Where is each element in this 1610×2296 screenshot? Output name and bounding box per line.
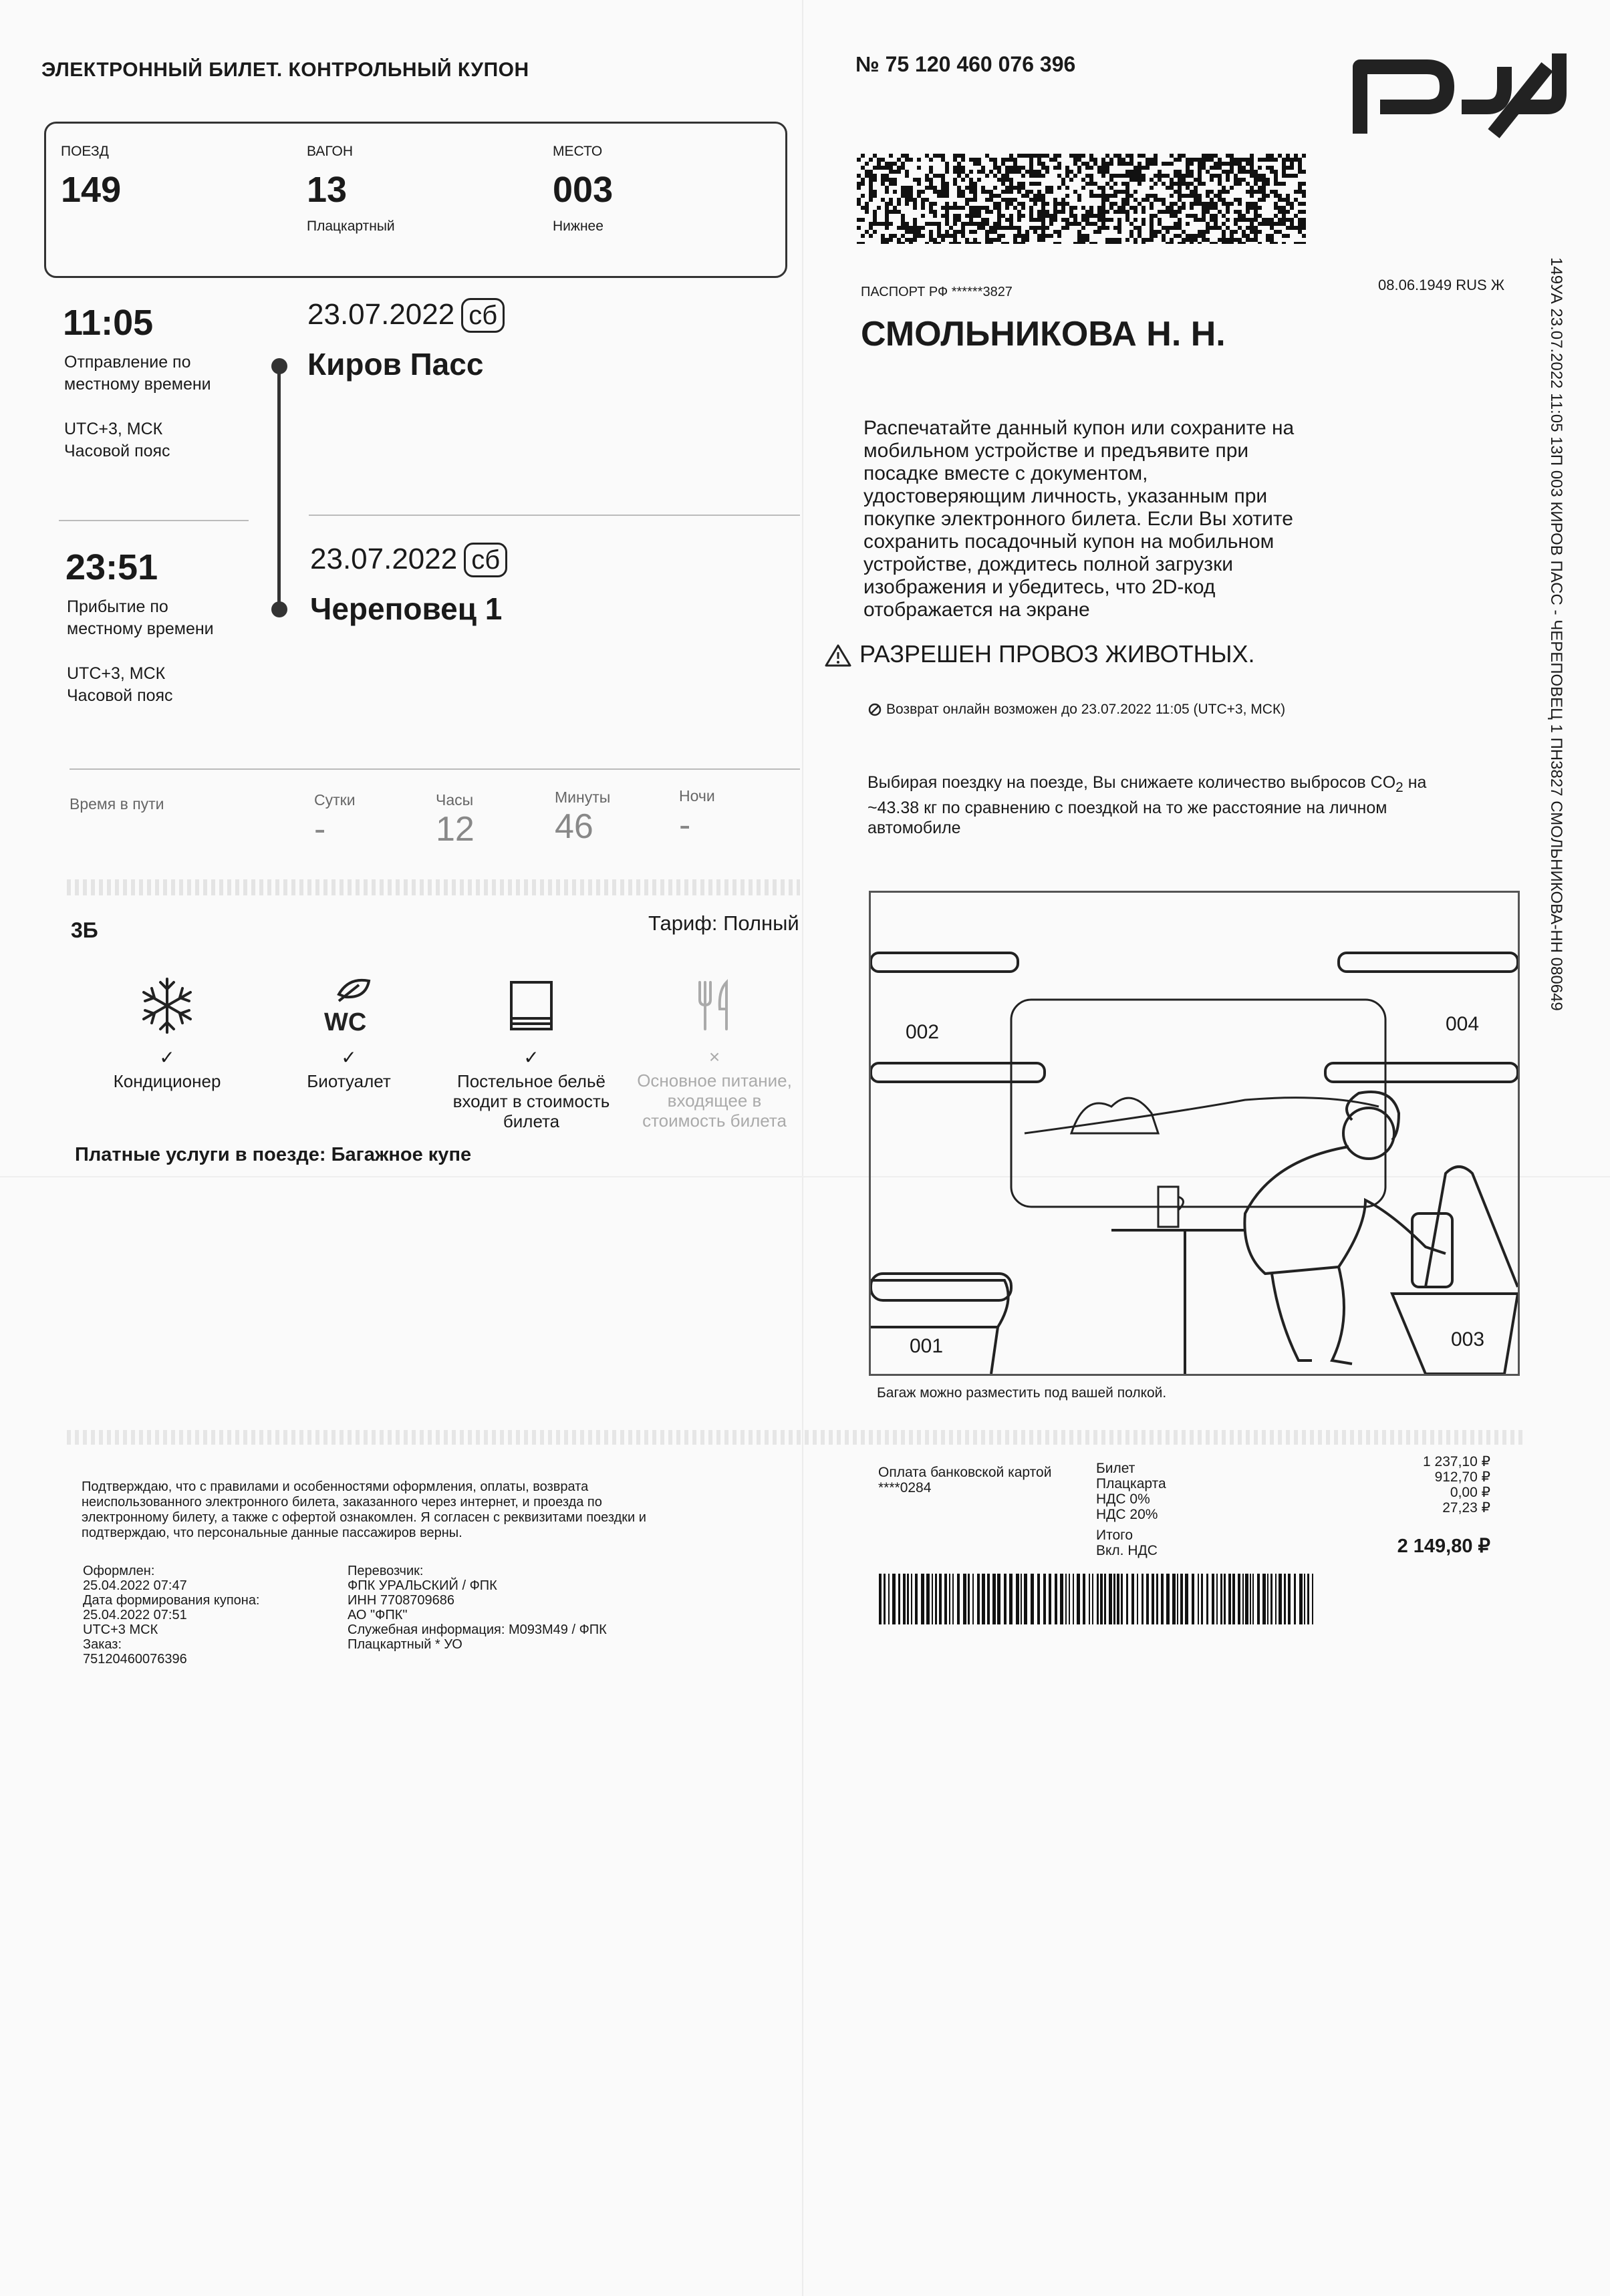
departure-weekday: сб <box>461 298 505 333</box>
service-air-conditioning <box>94 969 241 1091</box>
tariff: Тариф: Полный <box>648 911 799 935</box>
tz-line: UTC+3, МСК <box>67 664 166 683</box>
service-label: входящее в <box>667 1091 762 1111</box>
train-column <box>61 144 121 210</box>
service-info: Служебная информация: М093М49 / ФПК <box>348 1622 607 1637</box>
vertical-ticket-summary: 149УА 23.07.2022 11:05 13П 003 КИРОВ ПАСС - ЧЕРЕПОВЕЦ 1 ПН3827 СМОЛЬНИКОВА-НН 080649 <box>1547 257 1565 1011</box>
label-line: местному времени <box>67 619 214 638</box>
carriage-illustration <box>869 891 1520 1376</box>
departure-time: 11:05 <box>63 303 154 343</box>
label-line: местному времени <box>64 375 211 394</box>
co2-line <box>867 772 1509 798</box>
duration-days <box>314 791 356 849</box>
instruction-line: сохранить посадочный купон на мобильном <box>863 531 1274 553</box>
seat-label: МЕСТО <box>553 144 603 159</box>
document-title: ЭЛЕКТРОННЫЙ БИЛЕТ. КОНТРОЛЬНЫЙ КУПОН <box>41 59 529 81</box>
service-label: билета <box>503 1111 560 1131</box>
seat-label-004: 004 <box>1446 1013 1480 1035</box>
available-mark: ✓ <box>159 1047 175 1068</box>
duration-nights <box>679 787 715 845</box>
service-label: Основное питание, <box>637 1070 792 1091</box>
minutes-label: Минуты <box>555 788 611 806</box>
carrier-details <box>348 1564 607 1652</box>
vat20-label: НДС 20% <box>1096 1507 1158 1522</box>
platz-amount: 912,70 ₽ <box>1434 1469 1490 1485</box>
issued-label: Оформлен: <box>83 1564 155 1578</box>
co2-subscript: 2 <box>1395 780 1403 795</box>
confirm-line: неиспользованного электронного билета, заказанного через интернет, и проезда по <box>82 1495 602 1510</box>
wc-icon <box>275 969 422 1042</box>
minutes-value: 46 <box>555 807 593 846</box>
warning-icon <box>825 643 851 668</box>
co2-text: Выбирая поездку на поезде, Вы снижаете количество выбросов CO <box>867 773 1396 792</box>
seat-number: 003 <box>553 170 614 210</box>
car-type: Плацкартный <box>307 219 395 234</box>
train-info-box <box>44 122 787 278</box>
linen-icon <box>441 969 622 1042</box>
seat-label-001: 001 <box>910 1335 944 1357</box>
co2-text: на <box>1403 773 1427 792</box>
birth-date: 08.06.1949 RUS Ж <box>1378 277 1505 293</box>
service-label: входит в стоимость <box>452 1091 610 1111</box>
car-number: 13 <box>307 170 348 210</box>
coupon-timezone: UTC+3 МСК <box>83 1622 158 1637</box>
co2-notice <box>867 772 1509 838</box>
route-line <box>277 364 281 608</box>
days-label: Сутки <box>314 791 356 809</box>
order-number: 75120460076396 <box>83 1652 187 1667</box>
instruction-line: посадке вместе с документом, <box>863 462 1148 484</box>
duration-label: Время в пути <box>70 795 164 813</box>
confirm-line: Подтверждаю, что с правилами и особенностями оформления, оплаты, возврата <box>82 1479 589 1494</box>
confirmation-text <box>82 1479 763 1541</box>
coupon-label: Дата формирования купона: <box>83 1593 260 1608</box>
available-mark: ✓ <box>341 1047 357 1068</box>
arrival-date: 23.07.2022 <box>310 543 458 575</box>
vat-included-label: Вкл. НДС <box>1096 1543 1158 1558</box>
payment-method-label: Оплата банковской картой <box>878 1465 1052 1480</box>
refund-text: Возврат онлайн возможен до 23.07.2022 11:05 (UTC+3, МСК) <box>886 702 1286 717</box>
instruction-line: устройстве, дождитесь полной загрузки <box>863 553 1233 575</box>
cutlery-icon <box>624 969 805 1042</box>
tz-line: UTC+3, МСК <box>64 420 163 438</box>
illustration-caption: Багаж можно разместить под вашей полкой. <box>877 1385 1167 1401</box>
platz-label: Плацкарта <box>1096 1476 1166 1491</box>
hours-value: 12 <box>436 810 475 849</box>
passenger-name: СМОЛЬНИКОВА Н. Н. <box>861 315 1226 353</box>
service-label: Биотуалет <box>307 1071 391 1091</box>
paid-services: Платные услуги в поезде: Багажное купе <box>75 1144 472 1165</box>
car-label: ВАГОН <box>307 144 354 159</box>
vat0-amount: 0,00 ₽ <box>1450 1485 1490 1500</box>
instruction-line: покупке электронного билета. Если Вы хотите <box>863 508 1293 530</box>
instruction-line: мобильном устройстве и предъявите при <box>863 440 1249 462</box>
inn: ИНН 7708709686 <box>348 1593 455 1608</box>
tz-line: Часовой пояс <box>67 686 173 705</box>
divider <box>70 768 800 770</box>
no-refund-icon <box>867 702 882 717</box>
nights-label: Ночи <box>679 787 715 805</box>
seat-type: Нижнее <box>553 219 603 234</box>
label-line: Отправление по <box>64 353 191 372</box>
order-details <box>83 1564 260 1667</box>
instructions <box>863 417 1371 621</box>
ticket-amount: 1 237,10 ₽ <box>1423 1454 1490 1469</box>
departure-station: Киров Пасс <box>307 347 484 382</box>
perforation <box>67 1430 1524 1445</box>
service-linen <box>441 969 622 1131</box>
seat-column <box>553 144 613 235</box>
seat-label-003: 003 <box>1451 1328 1485 1350</box>
total-amount: 2 149,80 ₽ <box>1397 1536 1490 1557</box>
animals-text: РАЗРЕШЕН ПРОВОЗ ЖИВОТНЫХ. <box>859 640 1255 668</box>
nights-value: - <box>679 806 691 845</box>
unavailable-mark: × <box>708 1046 720 1067</box>
confirm-line: подтверждаю, что персональные данные пассажиров верны. <box>82 1526 462 1540</box>
service-biotoilet <box>275 969 422 1091</box>
route-end-dot <box>271 601 287 617</box>
coupon-value: 25.04.2022 07:51 <box>83 1608 187 1622</box>
instruction-line: Распечатайте данный купон или сохраните на <box>863 417 1295 439</box>
snowflake-icon <box>94 969 241 1042</box>
arrival-time-label <box>67 596 214 640</box>
carrier-value: ФПК УРАЛЬСКИЙ / ФПК <box>348 1578 497 1593</box>
issued-value: 25.04.2022 07:47 <box>83 1578 187 1593</box>
arrival-time: 23:51 <box>65 547 158 587</box>
departure-date: 23.07.2022 <box>307 298 455 331</box>
instruction-line: отображается на экране <box>863 599 1090 621</box>
card-number: ****0284 <box>878 1480 932 1495</box>
instruction-line: удостоверяющим личность, указанным при <box>863 485 1268 507</box>
arrival-date-row <box>310 543 507 577</box>
linear-barcode <box>879 1574 1313 1624</box>
passport-number: ПАСПОРТ РФ ******3827 <box>861 285 1013 299</box>
co2-line: ~43.38 кг по сравнению с поездкой на то же расстояние на личном <box>867 799 1387 817</box>
payment-amounts <box>1370 1454 1490 1516</box>
car-column <box>307 144 395 235</box>
payment-method <box>878 1465 1051 1495</box>
hours-label: Часы <box>436 791 474 809</box>
company: АО "ФПК" <box>348 1608 408 1622</box>
animals-notice <box>825 640 1254 668</box>
total-label: Итого <box>1096 1528 1133 1543</box>
train-label: ПОЕЗД <box>61 144 109 159</box>
paper-fold <box>802 0 803 2296</box>
train-number: 149 <box>61 170 122 210</box>
service-label: стоимость билета <box>642 1111 787 1131</box>
car-class: Плацкартный * УО <box>348 1637 462 1652</box>
arrival-weekday: сб <box>464 543 507 577</box>
vat0-label: НДС 0% <box>1096 1491 1150 1507</box>
order-label: Заказ: <box>83 1637 122 1652</box>
departure-date-row <box>307 298 505 333</box>
svg-text:WC: WC <box>324 1008 367 1036</box>
rzd-logo <box>1347 40 1567 140</box>
perforation <box>67 879 800 895</box>
seat-label-002: 002 <box>906 1021 940 1043</box>
refund-notice <box>867 702 1285 718</box>
label-line: Прибытие по <box>67 597 168 616</box>
route-start-dot <box>271 358 287 374</box>
service-label: Постельное бельё <box>457 1071 606 1091</box>
service-class: 3Б <box>71 918 98 942</box>
duration-minutes <box>555 788 610 847</box>
service-meals <box>624 969 805 1131</box>
tz-line: Часовой пояс <box>64 442 170 460</box>
arrival-station: Череповец 1 <box>310 591 503 626</box>
duration-hours <box>436 791 475 849</box>
departure-time-label <box>64 351 211 396</box>
service-label: Кондиционер <box>113 1071 221 1091</box>
carrier-label: Перевозчик: <box>348 1564 424 1578</box>
2d-barcode <box>857 154 1306 244</box>
divider <box>59 520 249 521</box>
departure-timezone <box>64 418 170 462</box>
ticket-number: № 75 120 460 076 396 <box>855 52 1076 76</box>
payment-items <box>1096 1461 1166 1558</box>
ticket-label: Билет <box>1096 1461 1135 1476</box>
available-mark: ✓ <box>523 1047 539 1068</box>
co2-line: автомобиле <box>867 819 961 837</box>
days-value: - <box>314 810 326 849</box>
vat20-amount: 27,23 ₽ <box>1442 1500 1490 1516</box>
confirm-line: электронному билету, а также с офертой ознакомлен. Я согласен с реквизитами поездки и <box>82 1510 646 1525</box>
divider <box>309 515 800 516</box>
arrival-timezone <box>67 663 173 707</box>
instruction-line: изображения и убедитесь, что 2D-код <box>863 576 1216 598</box>
